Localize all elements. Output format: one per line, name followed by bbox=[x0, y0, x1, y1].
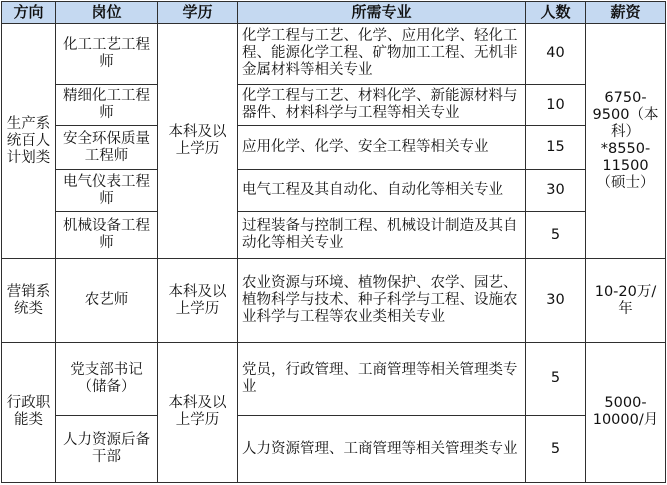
education-cell: 本科及以上学历 bbox=[158, 24, 238, 259]
table-row bbox=[2, 84, 666, 126]
table-row bbox=[2, 342, 666, 415]
count-cell: 40 bbox=[526, 24, 586, 85]
major-cell: 过程装备与控制工程、机械设计制造及其自动化等相关专业 bbox=[238, 212, 526, 259]
recruitment-table bbox=[1, 1, 666, 483]
count-cell: 15 bbox=[526, 126, 586, 170]
education-cell: 本科及以上学历 bbox=[158, 342, 238, 482]
direction-cell: 行政职能类 bbox=[2, 342, 56, 482]
header-major: 所需专业 bbox=[238, 2, 526, 24]
education-cell: 本科及以上学历 bbox=[158, 259, 238, 343]
header-direction: 方向 bbox=[2, 2, 56, 24]
count-cell: 5 bbox=[526, 416, 586, 483]
position-cell: 精细化工工程师 bbox=[56, 84, 158, 126]
table-row bbox=[2, 259, 666, 343]
salary-cell: 10-20万/年 bbox=[586, 259, 666, 343]
position-cell: 农艺师 bbox=[56, 259, 158, 343]
header-education: 学历 bbox=[158, 2, 238, 24]
table-row bbox=[2, 212, 666, 259]
position-cell: 电气仪表工程师 bbox=[56, 170, 158, 212]
major-cell: 电气工程及其自动化、自动化等相关专业 bbox=[238, 170, 526, 212]
table-row bbox=[2, 170, 666, 212]
header-salary: 薪资 bbox=[586, 2, 666, 24]
direction-cell: 生产系统百人计划类 bbox=[2, 24, 56, 259]
major-cell: 党员，行政管理、工商管理等相关管理类专业 bbox=[238, 342, 526, 415]
table-row bbox=[2, 416, 666, 483]
header-row bbox=[2, 2, 666, 24]
table-row bbox=[2, 126, 666, 170]
major-cell: 化学工程与工艺、材料化学、新能源材料与器件、材料科学与工程等相关专业 bbox=[238, 84, 526, 126]
header-position: 岗位 bbox=[56, 2, 158, 24]
salary-cell: 6750-9500（本科）*8550-11500（硕士） bbox=[586, 24, 666, 259]
count-cell: 30 bbox=[526, 170, 586, 212]
count-cell: 5 bbox=[526, 212, 586, 259]
table-row bbox=[2, 24, 666, 85]
header-count: 人数 bbox=[526, 2, 586, 24]
position-cell: 化工工艺工程师 bbox=[56, 24, 158, 85]
major-cell: 人力资源管理、工商管理等相关管理类专业 bbox=[238, 416, 526, 483]
count-cell: 10 bbox=[526, 84, 586, 126]
count-cell: 5 bbox=[526, 342, 586, 415]
position-cell: 安全环保质量工程师 bbox=[56, 126, 158, 170]
position-cell: 机械设备工程师 bbox=[56, 212, 158, 259]
major-cell: 化学工程与工艺、化学、应用化学、轻化工程、能源化学工程、矿物加工工程、无机非金属材料等相关专业 bbox=[238, 24, 526, 85]
major-cell: 农业资源与环境、植物保护、农学、园艺、植物科学与技术、种子科学与工程、设施农业科学与工程等农业类相关专业 bbox=[238, 259, 526, 343]
salary-cell: 5000-10000/月 bbox=[586, 342, 666, 482]
count-cell: 30 bbox=[526, 259, 586, 343]
position-cell: 人力资源后备干部 bbox=[56, 416, 158, 483]
major-cell: 应用化学、化学、安全工程等相关专业 bbox=[238, 126, 526, 170]
direction-cell: 营销系统类 bbox=[2, 259, 56, 343]
position-cell: 党支部书记（储备） bbox=[56, 342, 158, 415]
